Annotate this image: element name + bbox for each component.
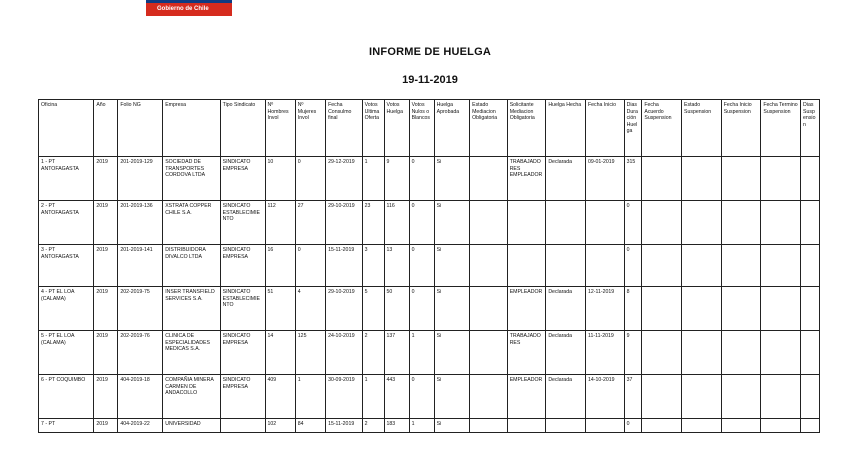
table-cell — [642, 331, 682, 375]
table-cell — [546, 245, 586, 287]
table-cell — [220, 419, 265, 433]
table-cell: 112 — [265, 201, 295, 245]
column-header: Votos Ultima Oferta — [362, 100, 384, 157]
logo-red-band — [146, 3, 232, 16]
table-cell — [682, 331, 722, 375]
table-cell: 8 — [624, 287, 642, 331]
table-cell — [721, 419, 761, 433]
table-cell: 0 — [295, 157, 325, 201]
table-cell — [642, 245, 682, 287]
column-header: Año — [94, 100, 118, 157]
table-cell: 3 - PT ANTOFAGASTA — [39, 245, 94, 287]
table-cell: 116 — [384, 201, 409, 245]
table-cell — [761, 287, 801, 331]
table-cell: 12-11-2019 — [585, 287, 624, 331]
table-cell: 30-09-2019 — [326, 375, 363, 419]
table-cell — [470, 287, 508, 331]
table-cell — [721, 375, 761, 419]
table-cell: SINDICATO EMPRESA — [220, 245, 265, 287]
table-cell — [761, 201, 801, 245]
table-cell: 1 — [362, 157, 384, 201]
table-cell — [642, 419, 682, 433]
table-cell: 0 — [409, 157, 434, 201]
table-cell — [642, 157, 682, 201]
table-cell: Si — [434, 375, 470, 419]
column-header: Fecha Termino Suspension — [761, 100, 801, 157]
table-cell: 51 — [265, 287, 295, 331]
column-header: Dias Suspension — [801, 100, 820, 157]
table-cell — [801, 201, 820, 245]
table-cell: 37 — [624, 375, 642, 419]
table-cell: EMPLEADOR — [507, 287, 546, 331]
table-cell: 2 - PT ANTOFAGASTA — [39, 201, 94, 245]
table-cell: 443 — [384, 375, 409, 419]
table-cell — [642, 375, 682, 419]
table-cell: INSER TRANSFIELD SERVICES S.A. — [163, 287, 220, 331]
table-cell: 13 — [384, 245, 409, 287]
table-cell: Declarada — [546, 287, 586, 331]
table-row — [39, 157, 820, 201]
table-cell: 29-10-2019 — [326, 201, 363, 245]
table-cell: Si — [434, 419, 470, 433]
table-cell: TRABAJADORES — [507, 331, 546, 375]
table-cell: SINDICATO EMPRESA — [220, 157, 265, 201]
column-header: Nº Hombres Invol — [265, 100, 295, 157]
column-header: Solicitante Mediacion Obligatoria — [507, 100, 546, 157]
table-cell: 2019 — [94, 331, 118, 375]
table-cell: 9 — [624, 331, 642, 375]
table-cell — [721, 201, 761, 245]
table-cell — [585, 201, 624, 245]
table-cell: 2019 — [94, 245, 118, 287]
table-cell — [546, 201, 586, 245]
table-cell — [682, 157, 722, 201]
table-cell: 11-11-2019 — [585, 331, 624, 375]
table-cell: 0 — [295, 245, 325, 287]
table-cell: 2019 — [94, 287, 118, 331]
table-header-row — [39, 100, 820, 157]
table-cell: 2019 — [94, 157, 118, 201]
table-cell — [507, 419, 546, 433]
table-cell: 404-2019-22 — [118, 419, 163, 433]
column-header: Votos Nulos o Blancos — [409, 100, 434, 157]
table-cell — [470, 331, 508, 375]
table-cell — [761, 245, 801, 287]
report-date: 19-11-2019 — [402, 74, 458, 86]
table-cell: 137 — [384, 331, 409, 375]
table-cell: 0 — [409, 245, 434, 287]
table-cell: 201-2019-136 — [118, 201, 163, 245]
table-cell — [721, 157, 761, 201]
table-cell: EMPLEADOR — [507, 375, 546, 419]
table-cell: 0 — [409, 201, 434, 245]
table-cell: 202-2019-76 — [118, 331, 163, 375]
table-cell: Declarada — [546, 331, 586, 375]
column-header: Empresa — [163, 100, 220, 157]
table-cell: 2019 — [94, 375, 118, 419]
table-cell — [801, 331, 820, 375]
column-header: Estado Suspension — [682, 100, 722, 157]
table-cell: 1 — [409, 419, 434, 433]
table-row — [39, 245, 820, 287]
table-cell — [642, 287, 682, 331]
table-cell: 409 — [265, 375, 295, 419]
table-cell: 9 — [384, 157, 409, 201]
table-cell: SINDICATO EMPRESA — [220, 375, 265, 419]
table-cell: 14-10-2019 — [585, 375, 624, 419]
table-cell — [546, 419, 586, 433]
table-row — [39, 375, 820, 419]
table-cell: 29-10-2019 — [326, 287, 363, 331]
table-cell — [721, 245, 761, 287]
table-cell: 1 — [295, 375, 325, 419]
column-header: Fecha Inicio Suspension — [721, 100, 761, 157]
table-cell — [801, 419, 820, 433]
column-header: Nº Mujeres Invol — [295, 100, 325, 157]
table-row — [39, 331, 820, 375]
table-cell: 5 — [362, 287, 384, 331]
table-cell: 29-12-2019 — [326, 157, 363, 201]
table-cell: 14 — [265, 331, 295, 375]
table-cell — [470, 375, 508, 419]
table-row — [39, 419, 820, 433]
column-header: Oficina — [39, 100, 94, 157]
column-header: Tipo Sindicato — [220, 100, 265, 157]
table-cell — [801, 287, 820, 331]
table-cell: 1 — [362, 375, 384, 419]
table-cell — [801, 157, 820, 201]
table-cell: 1 - PT ANTOFAGASTA — [39, 157, 94, 201]
column-header: Estado Mediacion Obligatoria — [470, 100, 508, 157]
table-cell: 4 — [295, 287, 325, 331]
table-cell: DISTRIBUIDORA DIVALCO LTDA — [163, 245, 220, 287]
table-cell — [470, 419, 508, 433]
table-cell: 102 — [265, 419, 295, 433]
table-cell: 202-2019-75 — [118, 287, 163, 331]
column-header: Folio NG — [118, 100, 163, 157]
table-cell: 15-11-2019 — [326, 419, 363, 433]
table-cell — [470, 245, 508, 287]
table-cell: SINDICATO ESTABLECIMIENTO — [220, 287, 265, 331]
table-row — [39, 201, 820, 245]
table-cell: Declarada — [546, 375, 586, 419]
table-cell — [761, 419, 801, 433]
table-cell — [507, 201, 546, 245]
table-cell — [682, 419, 722, 433]
table-cell — [682, 201, 722, 245]
table-cell: TRABAJADORES EMPLEADOR — [507, 157, 546, 201]
column-header: Votos Huelga — [384, 100, 409, 157]
table-row — [39, 287, 820, 331]
table-cell — [507, 245, 546, 287]
table-cell: Si — [434, 287, 470, 331]
table-cell — [761, 331, 801, 375]
table-cell: 4 - PT EL LOA (CALAMA) — [39, 287, 94, 331]
table-cell: COMPAÑIA MINERA CARMEN DE ANDACOLLO — [163, 375, 220, 419]
table-cell — [801, 375, 820, 419]
table-cell: 0 — [624, 419, 642, 433]
table-cell — [585, 419, 624, 433]
table-cell: 1 — [409, 331, 434, 375]
table-cell — [682, 287, 722, 331]
report-title: INFORME DE HUELGA — [369, 46, 491, 58]
table-cell: 15-11-2019 — [326, 245, 363, 287]
strike-report-table — [38, 99, 820, 433]
table-cell: 10 — [265, 157, 295, 201]
table-cell: UNIVERSIDAD — [163, 419, 220, 433]
column-header: Dias Duración Huelga — [624, 100, 642, 157]
table-cell: 16 — [265, 245, 295, 287]
gobierno-logo — [146, 0, 232, 16]
table-cell — [721, 287, 761, 331]
table-cell — [470, 201, 508, 245]
table-cell: Declarada — [546, 157, 586, 201]
table-cell — [761, 157, 801, 201]
table-cell: 27 — [295, 201, 325, 245]
table-cell: 0 — [409, 287, 434, 331]
table-cell: 09-01-2019 — [585, 157, 624, 201]
table-cell: XSTRATA COPPER CHILE S.A. — [163, 201, 220, 245]
table-cell: 50 — [384, 287, 409, 331]
table-cell: CLINICA DE ESPECIALIDADES MEDICAS S.A. — [163, 331, 220, 375]
column-header: Fecha Inicio — [585, 100, 624, 157]
table-cell: 84 — [295, 419, 325, 433]
column-header: Huelga Aprobada — [434, 100, 470, 157]
table-cell: 24-10-2019 — [326, 331, 363, 375]
table-cell: 2 — [362, 419, 384, 433]
table-cell: 6 - PT COQUIMBO — [39, 375, 94, 419]
table-cell: Si — [434, 157, 470, 201]
logo-text: Gobierno de Chile — [157, 6, 209, 12]
table-cell: 125 — [295, 331, 325, 375]
column-header: Fecha Acuerdo Suspension — [642, 100, 682, 157]
table-cell: Si — [434, 201, 470, 245]
table-cell: 315 — [624, 157, 642, 201]
table-cell: 5 - PT EL LOA (CALAMA) — [39, 331, 94, 375]
table-cell: Si — [434, 245, 470, 287]
table-cell: 404-2019-18 — [118, 375, 163, 419]
table-cell — [761, 375, 801, 419]
column-header: Huelga Hecha — [546, 100, 586, 157]
table-cell: 2019 — [94, 419, 118, 433]
column-header: Fecha Consulmo final — [326, 100, 363, 157]
table-cell: 2019 — [94, 201, 118, 245]
table-cell — [682, 375, 722, 419]
table-cell — [470, 157, 508, 201]
table-cell — [721, 331, 761, 375]
table-cell: 201-2019-141 — [118, 245, 163, 287]
table-cell: SINDICATO EMPRESA — [220, 331, 265, 375]
table-cell — [801, 245, 820, 287]
table-cell: 23 — [362, 201, 384, 245]
table-cell: 201-2019-129 — [118, 157, 163, 201]
table-cell: 7 - PT — [39, 419, 94, 433]
table-cell: 0 — [624, 245, 642, 287]
table-cell: SOCIEDAD DE TRANSPORTES CORDOVA LTDA — [163, 157, 220, 201]
table-cell — [682, 245, 722, 287]
table-cell — [585, 245, 624, 287]
table-body — [39, 157, 820, 433]
table-cell: 3 — [362, 245, 384, 287]
table-cell: 183 — [384, 419, 409, 433]
table-cell: 2 — [362, 331, 384, 375]
table-cell — [642, 201, 682, 245]
table-cell: Si — [434, 331, 470, 375]
table-cell: 0 — [409, 375, 434, 419]
table-cell: 0 — [624, 201, 642, 245]
table-cell: SINDICATO ESTABLECIMIENTO — [220, 201, 265, 245]
